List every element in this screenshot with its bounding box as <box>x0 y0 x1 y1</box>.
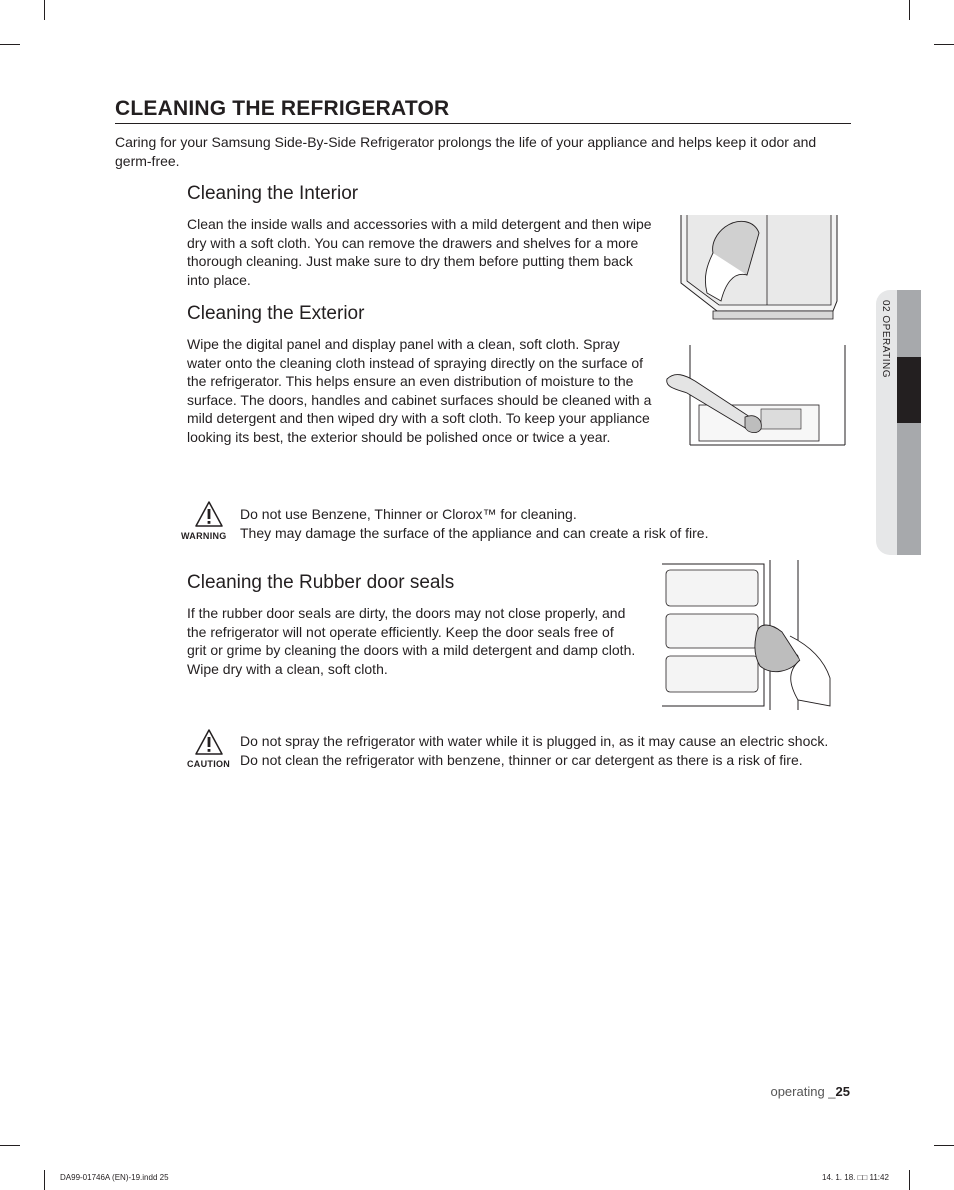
interior-cleaning-illustration <box>677 215 842 320</box>
section-side-tab <box>876 290 921 555</box>
side-tab-label: 02 OPERATING <box>880 300 891 379</box>
crop-mark <box>934 44 954 45</box>
crop-mark <box>909 0 910 20</box>
crop-mark <box>44 0 45 20</box>
warning-line-2: They may damage the surface of the appliance and can create a risk of fire. <box>240 524 709 541</box>
intro-paragraph: Caring for your Samsung Side-By-Side Refrigerator prolongs the life of your appliance and helps keep it odor and germ-free. <box>115 134 817 169</box>
caution-text: Do not spray the refrigerator with water while it is plugged in, as it may cause an electric shock. Do not clean the refrigerator with benzene, thinner or car detergent as there is a risk of fire. <box>240 733 829 768</box>
caution-label: CAUTION <box>187 759 231 769</box>
crop-mark <box>0 1145 20 1146</box>
door-seal-cleaning-illustration <box>660 560 832 710</box>
warning-text <box>240 505 840 542</box>
seals-body: If the rubber door seals are dirty, the doors may not close properly, and the refrigerator will not operate efficiently. Keep the door seals free of grit or grime by cleaning the doors with a mild detergent and damp cloth. Wipe dry with a clean, soft cloth. <box>187 605 636 677</box>
interior-heading: Cleaning the Interior <box>187 183 359 204</box>
footer-section: operating _ <box>770 1084 836 1099</box>
crop-mark <box>909 1170 910 1190</box>
crop-mark <box>44 1170 45 1190</box>
print-slug-left: DA99-01746A (EN)-19.indd 25 <box>60 1173 169 1182</box>
caution-icon <box>195 728 223 756</box>
side-tab-marker <box>897 357 921 423</box>
crop-mark <box>0 44 20 45</box>
exterior-heading: Cleaning the Exterior <box>187 303 365 324</box>
warning-label: WARNING <box>181 531 227 541</box>
exterior-cleaning-illustration <box>665 345 848 448</box>
page-footer <box>770 1084 850 1099</box>
page-title: CLEANING THE REFRIGERATOR <box>115 97 851 124</box>
interior-body: Clean the inside walls and accessories with a mild detergent and then wipe dry with a soft cloth. You can remove the drawers and shelves for a more thorough cleaning. Just make sure to dry them before putting them back into place. <box>187 216 652 288</box>
crop-mark <box>934 1145 954 1146</box>
warning-line-1: Do not use Benzene, Thinner or Clorox™ for cleaning. <box>240 506 577 522</box>
page-number: 25 <box>835 1084 850 1099</box>
warning-icon <box>195 500 223 528</box>
print-slug-right: 14. 1. 18. □□ 11:42 <box>822 1173 889 1182</box>
seals-heading: Cleaning the Rubber door seals <box>187 572 455 593</box>
exterior-body: Wipe the digital panel and display panel with a clean, soft cloth. Spray water onto the cleaning cloth instead of spraying directly on the surface of the refrigerator. This helps ensure an even distribution of moisture to the surface. The doors, handles and cabinet surfaces should be cleaned with a mild detergent and then wiped dry with a soft cloth. To keep your appliance looking its best, the exterior should be polished once or twice a year. <box>187 336 652 445</box>
